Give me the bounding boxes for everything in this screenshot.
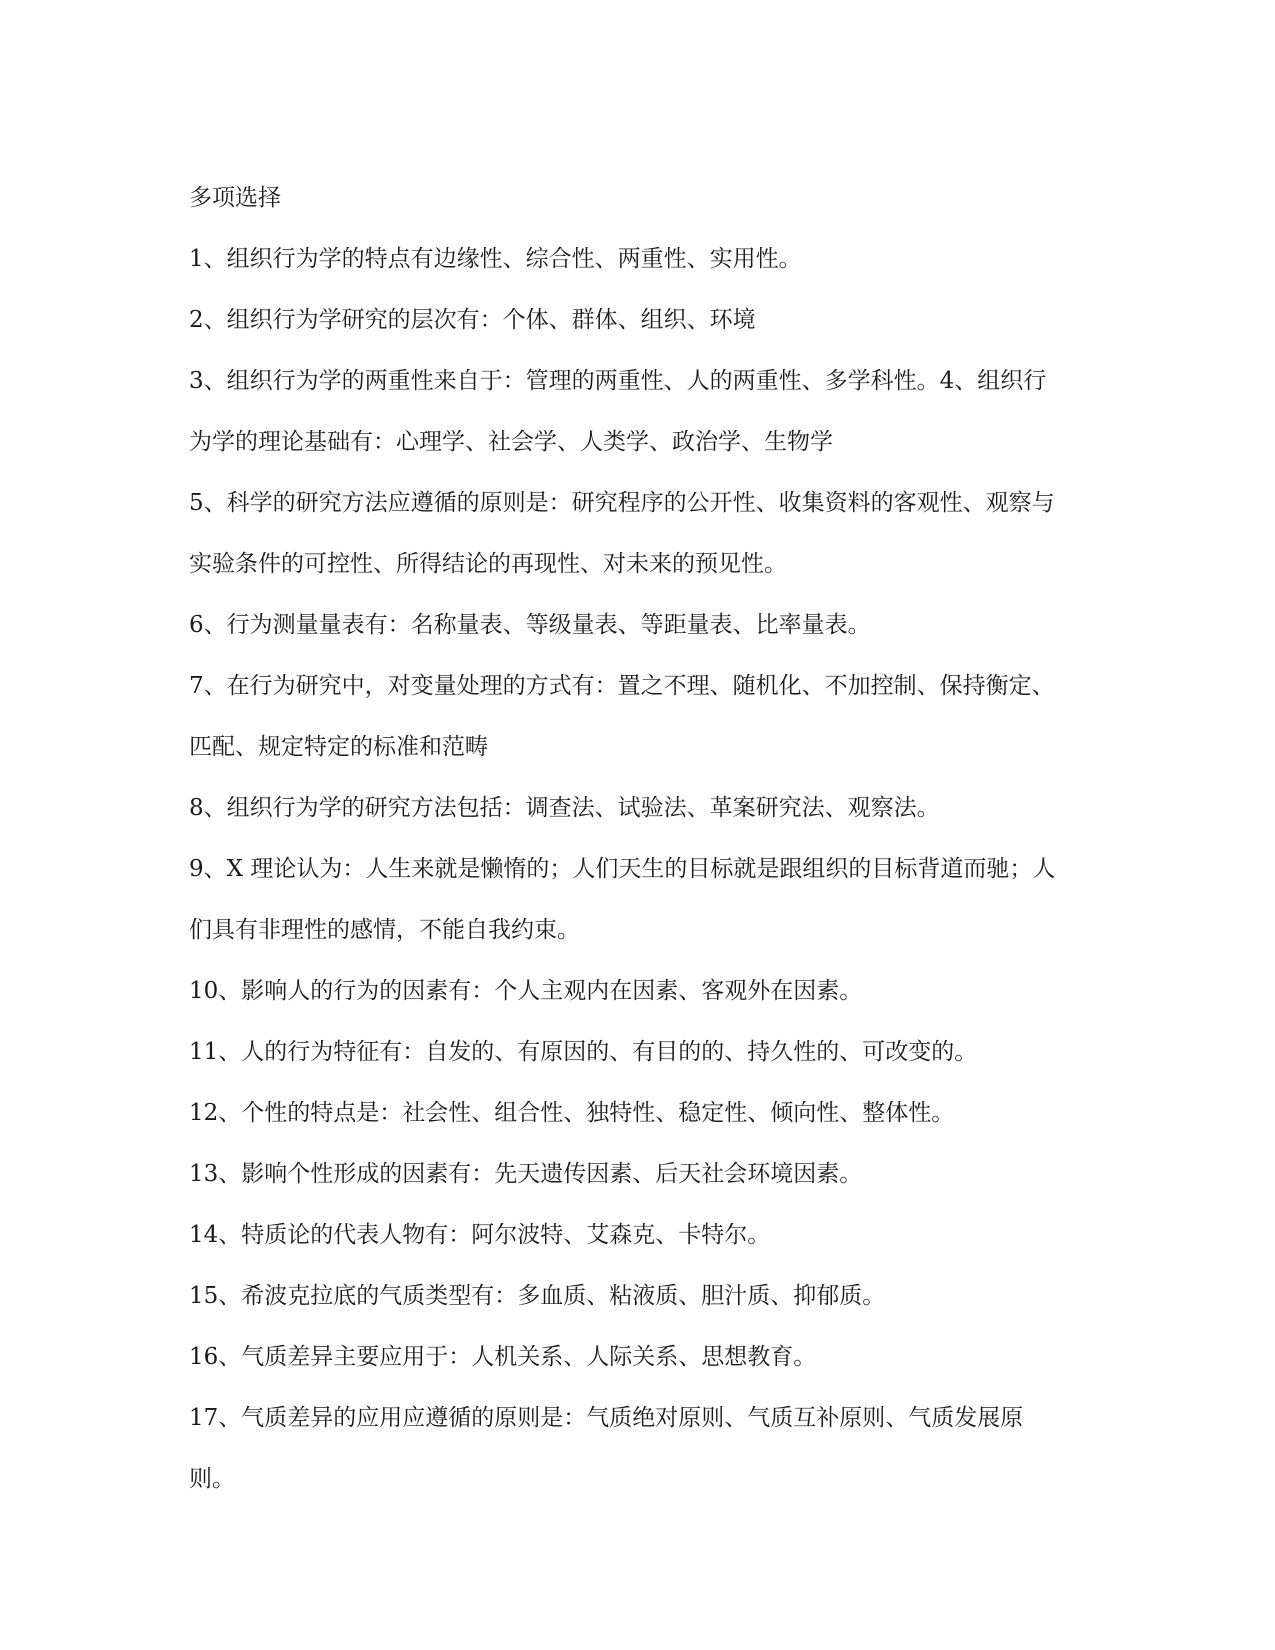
section-heading: 多项选择 <box>189 185 281 211</box>
paragraph-2: 2、组织行为学研究的层次有：个体、群体、组织、环境 <box>189 307 756 333</box>
paragraph-5: 6、行为测量量表有：名称量表、等级量表、等距量表、比率量表。 <box>189 612 871 638</box>
paragraph-13: 14、特质论的代表人物有：阿尔波特、艾森克、卡特尔。 <box>189 1222 771 1248</box>
document-body <box>189 168 1069 1510</box>
paragraph-6: 7、在行为研究中，对变量处理的方式有：置之不理、随机化、不加控制、保持衡定、匹配、规定特定的标准和范畴 <box>189 673 1055 760</box>
paragraph-9: 10、影响人的行为的因素有：个人主观内在因素、客观外在因素。 <box>189 978 863 1004</box>
paragraph-1: 1、组织行为学的特点有边缘性、综合性、两重性、实用性。 <box>189 246 802 272</box>
paragraph-10: 11、人的行为特征有：自发的、有原因的、有目的的、持久性的、可改变的。 <box>189 1039 978 1065</box>
paragraph-3: 3、组织行为学的两重性来自于：管理的两重性、人的两重性、多学科性。4、组织行为学的理论基础有：心理学、社会学、人类学、政治学、生物学 <box>189 368 1047 455</box>
paragraph-7: 8、组织行为学的研究方法包括：调查法、试验法、革案研究法、观察法。 <box>189 795 940 821</box>
paragraph-12: 13、影响个性形成的因素有：先天遗传因素、后天社会环境因素。 <box>189 1161 863 1187</box>
paragraph-14: 15、希波克拉底的气质类型有：多血质、粘液质、胆汁质、抑郁质。 <box>189 1283 886 1309</box>
paragraph-4: 5、科学的研究方法应遵循的原则是：研究程序的公开性、收集资料的客观性、观察与实验条件的可控性、所得结论的再现性、对未来的预见性。 <box>189 490 1055 577</box>
paragraph-15: 16、气质差异主要应用于：人机关系、人际关系、思想教育。 <box>189 1344 817 1370</box>
paragraph-11: 12、个性的特点是：社会性、组合性、独特性、稳定性、倾向性、整体性。 <box>189 1100 955 1126</box>
paragraph-8: 9、X 理论认为：人生来就是懒惰的；人们天生的目标就是跟组织的目标背道而驰；人们具有非理性的感情，不能自我约束。 <box>189 856 1056 943</box>
paragraph-16: 17、气质差异的应用应遵循的原则是：气质绝对原则、气质互补原则、气质发展原则。 <box>189 1405 1024 1492</box>
